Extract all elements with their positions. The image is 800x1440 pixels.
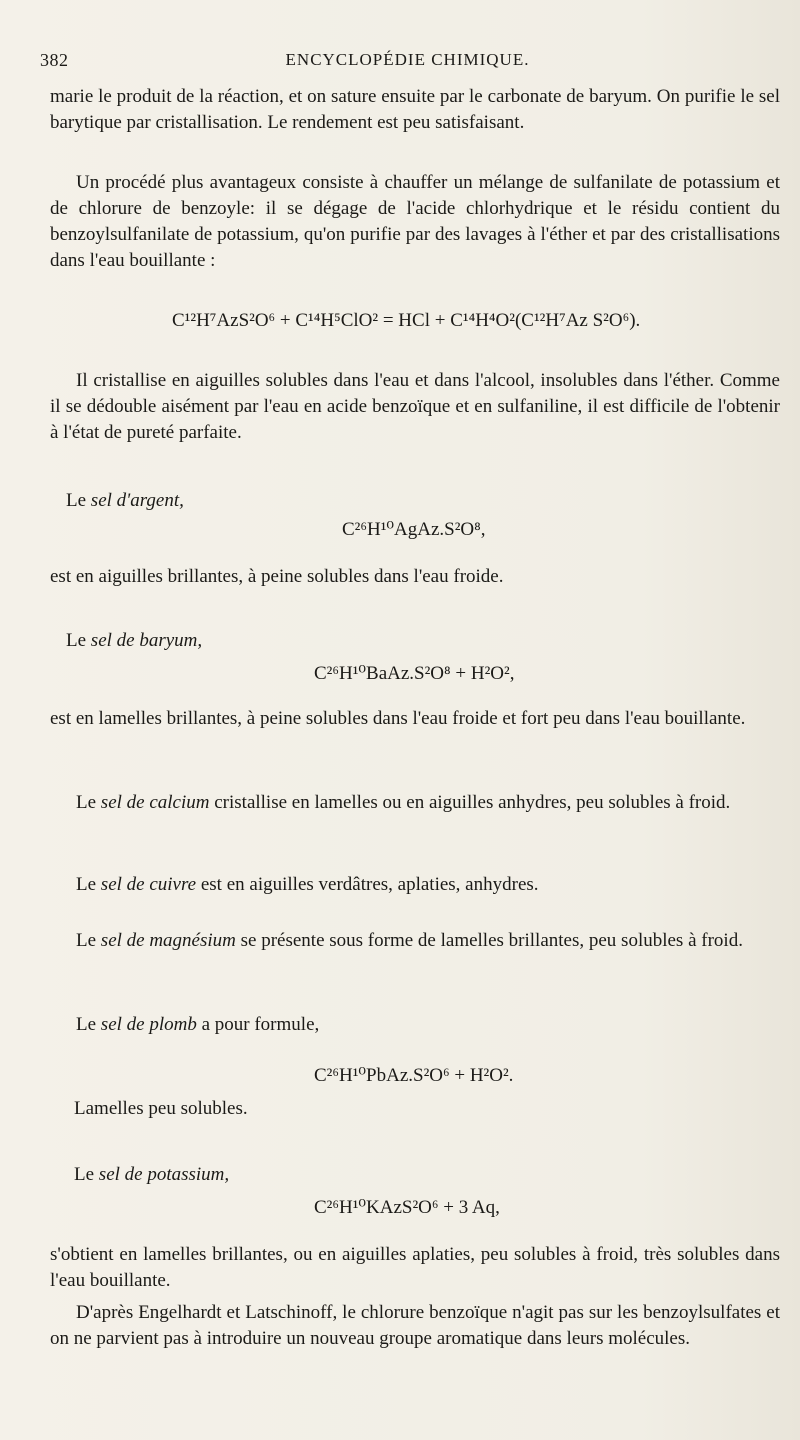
salt-argent-heading: Le sel d'argent, [66, 490, 184, 511]
page-number: 382 [40, 50, 69, 70]
formula-potassium: C²⁶H¹⁰KAzS²O⁶ + 3 Aq, [314, 1197, 500, 1218]
salt-calcium-paragraph: Le sel de calcium cristallise en lamelles ou en aiguilles anhydres, peu solubles à froid. [76, 792, 731, 813]
salt-baryum-name: sel de baryum, [90, 630, 203, 651]
paragraph-continuation [50, 84, 780, 136]
salt-cuivre-name: sel de cuivre [100, 874, 197, 895]
salt-baryum-heading: Le sel de baryum, [66, 630, 203, 651]
salt-potassium-name: sel de potassium, [98, 1164, 230, 1185]
final-paragraph: D'après Engelhardt et Latschinoff, le chlorure benzoïque n'agit pas sur les benzoylsulfates et on ne parvient pas à introduire un nouveau groupe aromatique dans leurs molécules. [50, 1302, 780, 1349]
page-header [40, 50, 775, 76]
salt-magnesium-name: sel de magnésium [100, 930, 236, 951]
salt-cuivre-paragraph: Le sel de cuivre est en aiguilles verdâtres, aplaties, anhydres. [76, 874, 539, 895]
salt-magnesium-paragraph: Le sel de magnésium se présente sous forme de lamelles brillantes, peu solubles à froid. [76, 930, 743, 951]
paragraph-3: Il cristallise en aiguilles solubles dans l'eau et dans l'alcool, insolubles dans l'éther. Comme il se dédouble aisément par l'eau en acide benzoïque et en sulfaniline, il est difficile de l'obtenir à l'état de pureté parfaite. [50, 370, 780, 443]
paragraph-2: Un procédé plus avantageux consiste à chauffer un mélange de sulfanilate de potassium et de chlorure de benzoyle: il se dégage de l'acide chlorhydrique et le résidu contient du benzoylsulfanilate de potassium, qu'on purifie par des lavages à l'éther et par des cristallisations dans l'eau bouillante : [50, 172, 780, 271]
paragraph-1: marie le produit de la réaction, et on sature ensuite par le carbonate de baryum. On purifie le sel barytique par cristallisation. Le rendement est peu satisfaisant. [50, 86, 780, 133]
formula-plomb: C²⁶H¹⁰PbAz.S²O⁶ + H²O². [314, 1065, 514, 1086]
formula-reaction: C¹²H⁷AzS²O⁶ + C¹⁴H⁵ClO² = HCl + C¹⁴H⁴O²(C¹²H⁷Az S²O⁶). [172, 310, 641, 331]
salt-argent-description: est en aiguilles brillantes, à peine solubles dans l'eau froide. [50, 566, 504, 587]
salt-plomb-heading: Le sel de plomb a pour formule, [76, 1014, 320, 1035]
salt-plomb-name: sel de plomb [100, 1014, 197, 1035]
salt-argent-name: sel d'argent, [90, 490, 184, 511]
formula-argent: C²⁶H¹⁰AgAz.S²O⁸, [342, 519, 486, 540]
salt-potassium-description: s'obtient en lamelles brillantes, ou en aiguilles aplaties, peu solubles à froid, très solubles dans l'eau bouillante. [50, 1244, 780, 1291]
paragraph-procedure [50, 170, 780, 274]
running-title: ENCYCLOPÉDIE CHIMIQUE. [285, 50, 530, 69]
salt-potassium-heading: Le sel de potassium, [74, 1164, 230, 1185]
salt-calcium-name: sel de calcium [100, 792, 210, 813]
salt-plomb-note: Lamelles peu solubles. [74, 1098, 248, 1119]
formula-baryum: C²⁶H¹⁰BaAz.S²O⁸ + H²O², [314, 663, 515, 684]
salt-baryum-description: est en lamelles brillantes, à peine solubles dans l'eau froide et fort peu dans l'eau bouillante. [50, 708, 746, 729]
paragraph-properties [50, 368, 780, 446]
